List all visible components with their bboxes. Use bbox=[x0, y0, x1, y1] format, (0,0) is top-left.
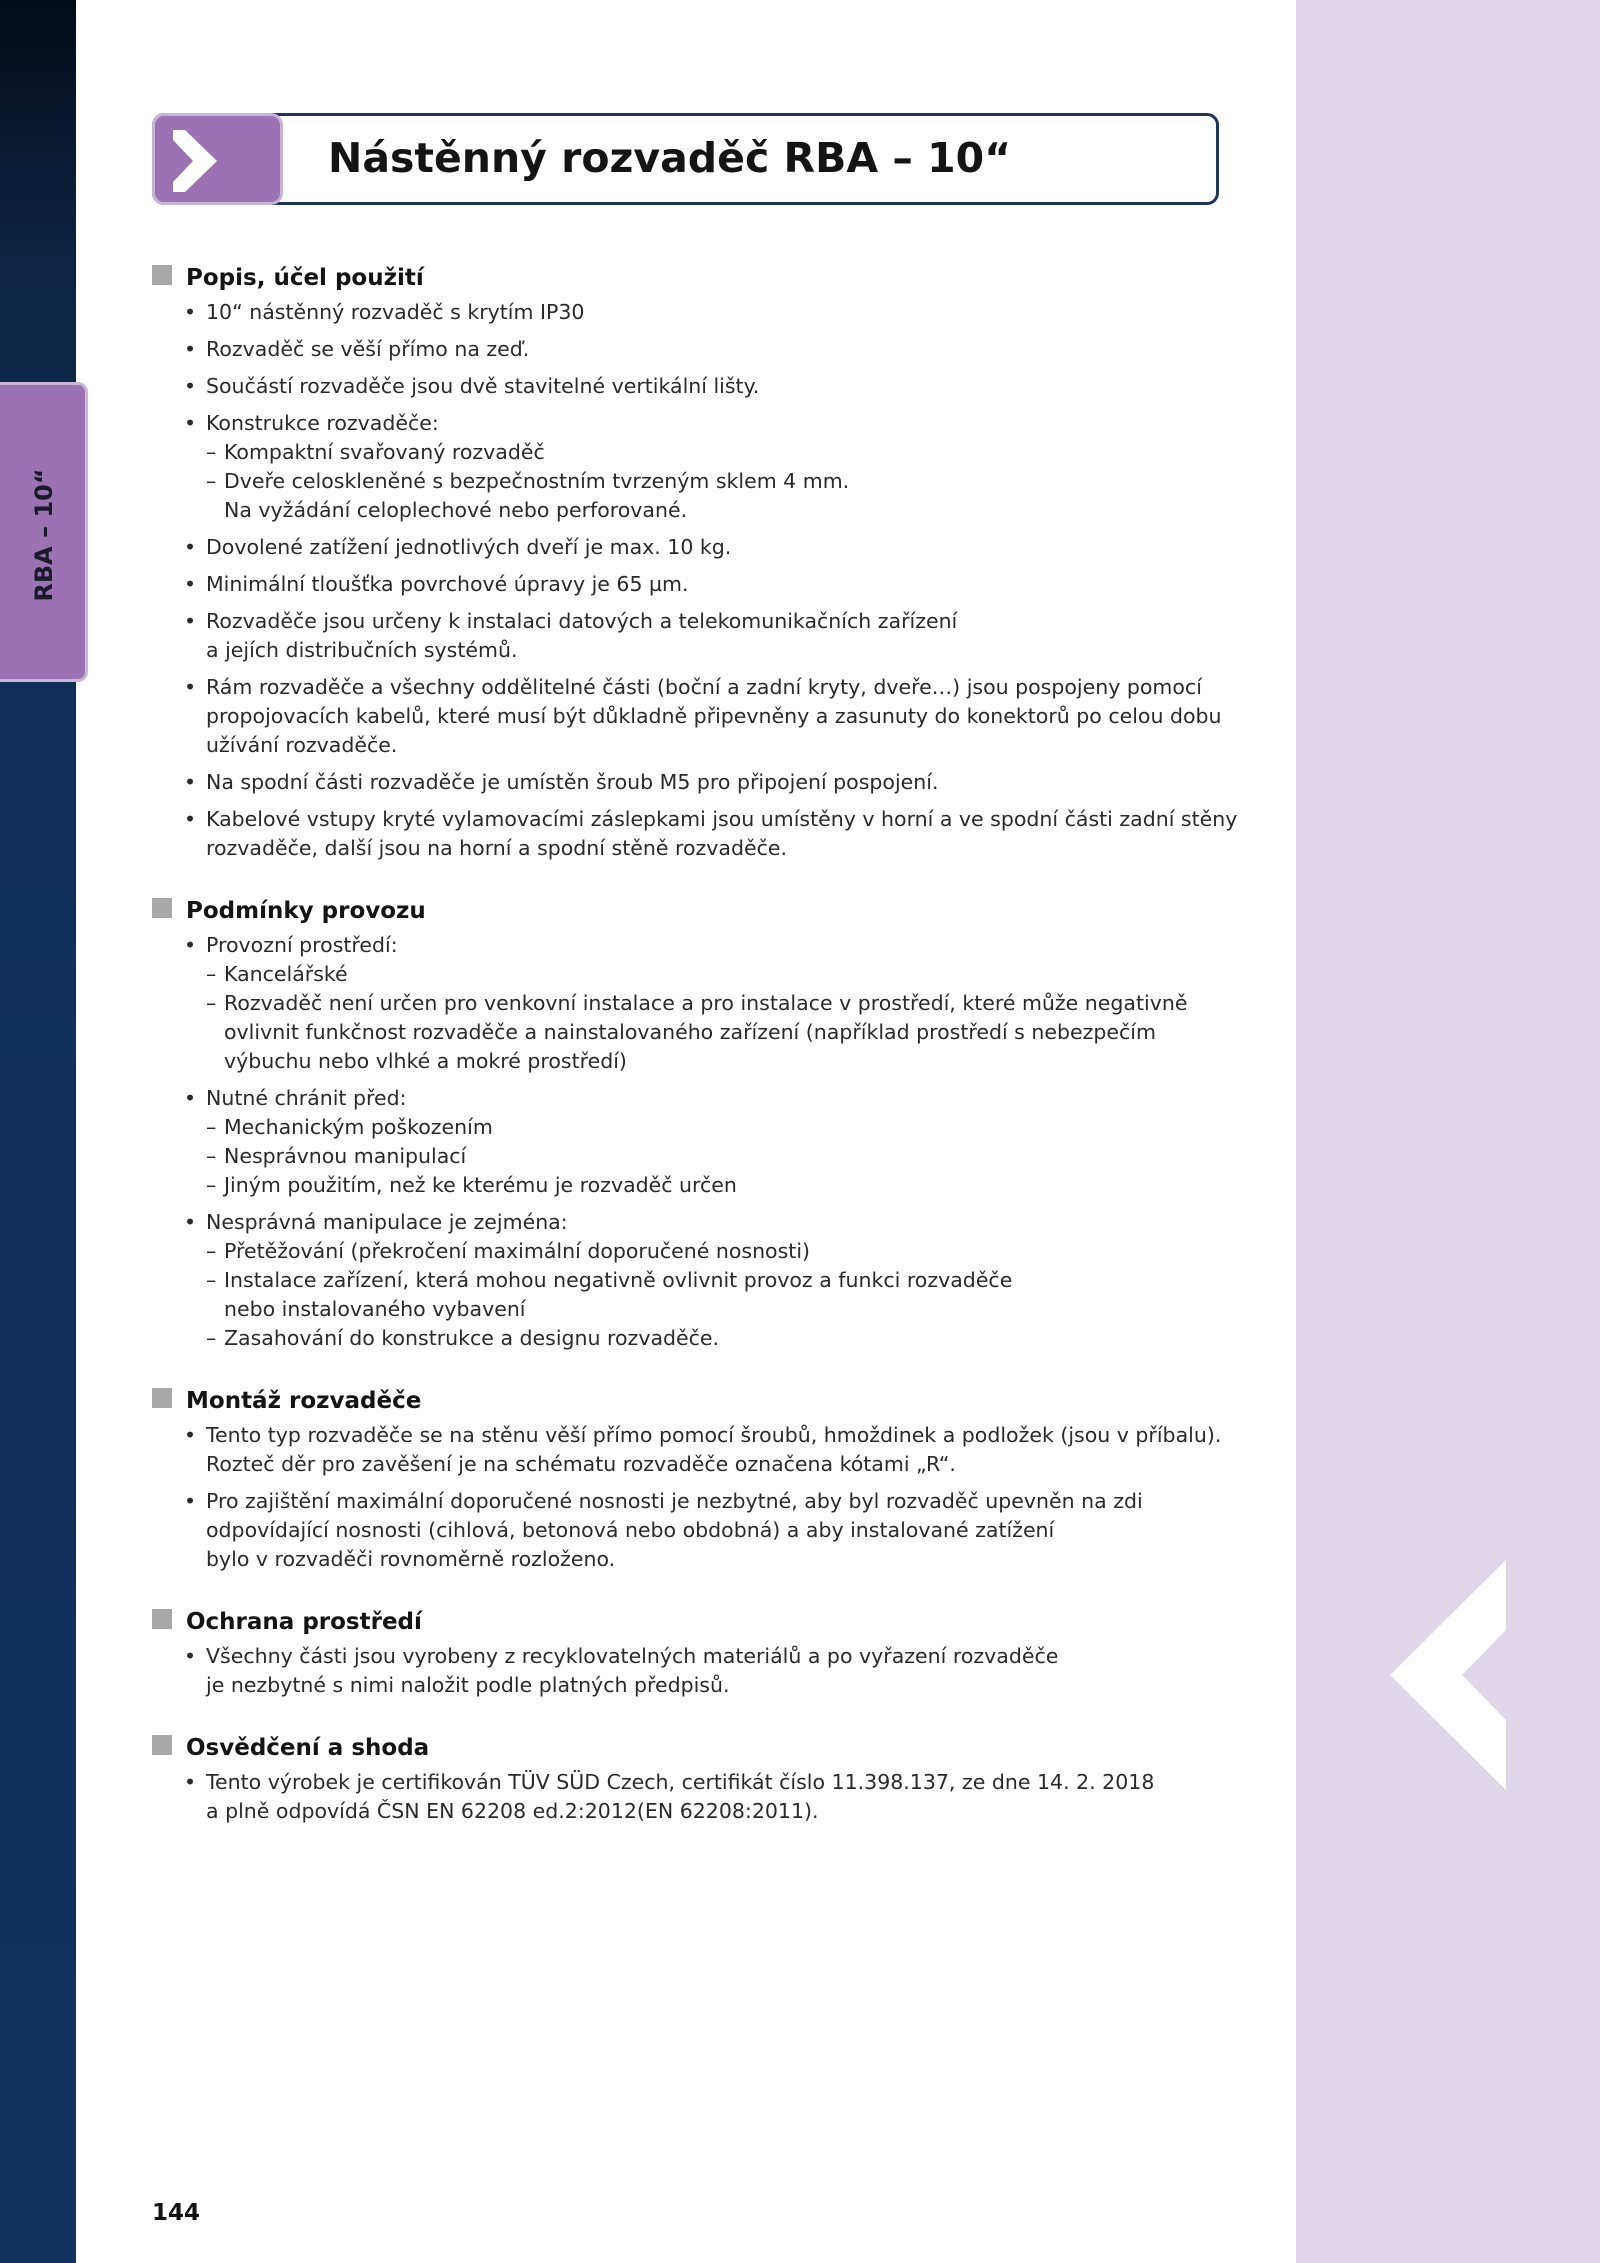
list-item-text: Nutné chránit před: bbox=[206, 1086, 407, 1110]
sub-item-text: Rozvaděč není určen pro venkovní instalace a pro instalace v prostředí, které může negativně bbox=[224, 991, 1188, 1015]
bullet-dot: • bbox=[184, 300, 197, 324]
list-item-text: Konstrukce rozvaděče: bbox=[206, 411, 439, 435]
bullet-dot: • bbox=[184, 572, 197, 596]
list-item-text: Rozvaděč se věší přímo na zeď. bbox=[206, 337, 530, 361]
chevron-right-icon bbox=[173, 130, 217, 192]
bullet-dot: • bbox=[184, 337, 197, 361]
section bbox=[152, 1602, 1212, 1700]
sub-item-text: výbuchu nebo vlhké a mokré prostředí) bbox=[224, 1049, 627, 1073]
list-item bbox=[152, 1642, 1212, 1700]
sub-item bbox=[206, 1142, 1212, 1171]
bullet-dot: • bbox=[184, 1086, 197, 1110]
dash-mark: – bbox=[206, 991, 217, 1015]
list-item-text: bylo v rozvaděči rovnoměrně rozloženo. bbox=[206, 1547, 616, 1571]
dash-mark: – bbox=[206, 1326, 217, 1350]
left-navy-band bbox=[0, 0, 76, 2263]
list-item bbox=[152, 533, 1212, 562]
list-item-text: 10“ nástěnný rozvaděč s krytím IP30 bbox=[206, 300, 585, 324]
section-title: Montáž rozvaděče bbox=[186, 1388, 422, 1414]
list-item bbox=[152, 931, 1212, 1076]
sub-item-text: Kancelářské bbox=[224, 962, 348, 986]
sub-item bbox=[206, 1324, 1212, 1353]
list-item-text: a jejích distribučních systémů. bbox=[206, 638, 518, 662]
list-item-text: Provozní prostředí: bbox=[206, 933, 398, 957]
bullet-dot: • bbox=[184, 374, 197, 398]
bullet-dot: • bbox=[184, 609, 197, 633]
dash-mark: – bbox=[206, 962, 217, 986]
bullet-dot: • bbox=[184, 1770, 197, 1794]
list-item-text: Minimální tloušťka povrchové úpravy je 65 µm. bbox=[206, 572, 689, 596]
section-title: Podmínky provozu bbox=[186, 898, 426, 924]
list-item-text: užívání rozvaděče. bbox=[206, 733, 398, 757]
sub-item bbox=[206, 438, 1212, 467]
section-heading bbox=[152, 1381, 1212, 1421]
section bbox=[152, 1728, 1212, 1826]
right-lilac-band bbox=[1296, 0, 1600, 2263]
sub-item-text: Dveře celoskleněné s bezpečnostním tvrzeným sklem 4 mm. bbox=[224, 469, 850, 493]
list-item-text: Všechny části jsou vyrobeny z recyklovatelných materiálů a po vyřazení rozvaděče bbox=[206, 1644, 1059, 1668]
sub-item bbox=[206, 1237, 1212, 1266]
list-item-text: Dovolené zatížení jednotlivých dveří je max. 10 kg. bbox=[206, 535, 732, 559]
list-item bbox=[152, 409, 1212, 525]
bullet-dot: • bbox=[184, 411, 197, 435]
list-item-text: Tento typ rozvaděče se na stěnu věší přímo pomocí šroubů, hmoždinek a podložek (jsou v příbalu). bbox=[206, 1423, 1222, 1447]
section bbox=[152, 891, 1212, 1353]
bullet-dot: • bbox=[184, 770, 197, 794]
list-item-text: Rám rozvaděče a všechny oddělitelné části (boční a zadní kryty, dveře…) jsou pospojeny pomocí bbox=[206, 675, 1202, 699]
list-item bbox=[152, 570, 1212, 599]
sub-item bbox=[206, 989, 1212, 1018]
list-item-text: Kabelové vstupy kryté vylamovacími záslepkami jsou umístěny v horní a ve spodní části zadní stěny bbox=[206, 807, 1238, 831]
list-item bbox=[152, 1084, 1212, 1200]
list-item bbox=[152, 1421, 1222, 1479]
bullet-dot: • bbox=[184, 807, 197, 831]
square-bullet-icon bbox=[152, 1388, 172, 1408]
square-bullet-icon bbox=[152, 898, 172, 918]
square-bullet-icon bbox=[152, 1735, 172, 1755]
bullet-dot: • bbox=[184, 535, 197, 559]
bullet-dot: • bbox=[184, 1423, 197, 1447]
sub-item-text: Jiným použitím, než ke kterému je rozvaděč určen bbox=[224, 1173, 737, 1197]
section-title: Ochrana prostředí bbox=[186, 1609, 422, 1635]
dash-mark: – bbox=[206, 440, 217, 464]
sub-item-text: Instalace zařízení, která mohou negativně ovlivnit provoz a funkci rozvaděče bbox=[224, 1268, 1013, 1292]
list-item-text: Na spodní části rozvaděče je umístěn šroub M5 pro připojení pospojení. bbox=[206, 770, 939, 794]
section-heading bbox=[152, 1602, 1212, 1642]
bullet-dot: • bbox=[184, 1489, 197, 1513]
dash-mark: – bbox=[206, 1115, 217, 1139]
list-item-text: Rozvaděče jsou určeny k instalaci datových a telekomunikačních zařízení bbox=[206, 609, 958, 633]
chevron-left-icon bbox=[1390, 1560, 1506, 1790]
dash-mark: – bbox=[206, 469, 217, 493]
sub-item-text: Nesprávnou manipulací bbox=[224, 1144, 467, 1168]
sub-item bbox=[206, 467, 1212, 496]
list-item-text: Nesprávná manipulace je zejména: bbox=[206, 1210, 568, 1234]
list-item bbox=[152, 335, 1212, 364]
list-item-text: Pro zajištění maximální doporučené nosnosti je nezbytné, aby byl rozvaděč upevněn na zdi bbox=[206, 1489, 1143, 1513]
list-item bbox=[152, 673, 1222, 760]
sub-item-text: Mechanickým poškozením bbox=[224, 1115, 493, 1139]
sub-item-text: Na vyžádání celoplechové nebo perforované. bbox=[224, 498, 688, 522]
square-bullet-icon bbox=[152, 1609, 172, 1629]
section bbox=[152, 258, 1238, 863]
section-heading bbox=[152, 1728, 1212, 1768]
bullet-dot: • bbox=[184, 1210, 197, 1234]
list-item-text: Součástí rozvaděče jsou dvě stavitelné vertikální lišty. bbox=[206, 374, 760, 398]
section-title: Popis, účel použití bbox=[186, 265, 424, 291]
sub-item-text: ovlivnit funkčnost rozvaděče a nainstalovaného zařízení (například prostředí s nebezpečím bbox=[224, 1020, 1156, 1044]
list-item-text: odpovídající nosnosti (cihlová, betonová nebo obdobná) a aby instalované zatížení bbox=[206, 1518, 1055, 1542]
section bbox=[152, 1381, 1222, 1574]
bullet-dot: • bbox=[184, 675, 197, 699]
dash-mark: – bbox=[206, 1239, 217, 1263]
sub-item bbox=[206, 1113, 1212, 1142]
list-item bbox=[152, 372, 1212, 401]
sub-item-text: nebo instalovaného vybavení bbox=[224, 1297, 526, 1321]
list-item-text: Rozteč děr pro zavěšení je na schématu rozvaděče označena kótami „R“. bbox=[206, 1452, 956, 1476]
section-title: Osvědčení a shoda bbox=[186, 1735, 430, 1761]
chapter-side-tab-label: RBA – 10“ bbox=[30, 468, 58, 602]
list-item bbox=[152, 1487, 1212, 1574]
list-item bbox=[152, 1208, 1212, 1353]
bullet-dot: • bbox=[184, 933, 197, 957]
dash-mark: – bbox=[206, 1173, 217, 1197]
list-item bbox=[152, 1768, 1212, 1826]
list-item bbox=[152, 805, 1238, 863]
page-title: Nástěnný rozvaděč RBA – 10“ bbox=[328, 134, 1012, 182]
list-item-text: a plně odpovídá ČSN EN 62208 ed.2:2012(EN 62208:2011). bbox=[206, 1799, 819, 1823]
main-content bbox=[152, 258, 1238, 1854]
list-item-text: rozvaděče, další jsou na horní a spodní stěně rozvaděče. bbox=[206, 836, 787, 860]
chapter-side-tab bbox=[0, 382, 88, 682]
section-heading bbox=[152, 891, 1212, 931]
sub-item-text: Kompaktní svařovaný rozvaděč bbox=[224, 440, 545, 464]
title-arrow-box bbox=[152, 113, 283, 205]
sub-item bbox=[206, 1171, 1212, 1200]
list-item bbox=[152, 298, 1212, 327]
dash-mark: – bbox=[206, 1268, 217, 1292]
page-number: 144 bbox=[152, 2200, 201, 2226]
bullet-dot: • bbox=[184, 1644, 197, 1668]
list-item bbox=[152, 607, 1212, 665]
list-item bbox=[152, 768, 1212, 797]
list-item-text: propojovacích kabelů, které musí být důkladně připevněny a zasunuty do konektorů po celou dobu bbox=[206, 704, 1222, 728]
sub-item bbox=[206, 1266, 1212, 1295]
square-bullet-icon bbox=[152, 265, 172, 285]
list-item-text: Tento výrobek je certifikován TÜV SÜD Czech, certifikát číslo 11.398.137, ze dne 14. 2. 2018 bbox=[206, 1770, 1155, 1794]
list-item-text: je nezbytné s nimi naložit podle platných předpisů. bbox=[206, 1673, 730, 1697]
section-heading bbox=[152, 258, 1212, 298]
dash-mark: – bbox=[206, 1144, 217, 1168]
sub-item-text: Přetěžování (překročení maximální doporučené nosnosti) bbox=[224, 1239, 811, 1263]
sub-item-text: Zasahování do konstrukce a designu rozvaděče. bbox=[224, 1326, 720, 1350]
sub-item bbox=[206, 960, 1212, 989]
